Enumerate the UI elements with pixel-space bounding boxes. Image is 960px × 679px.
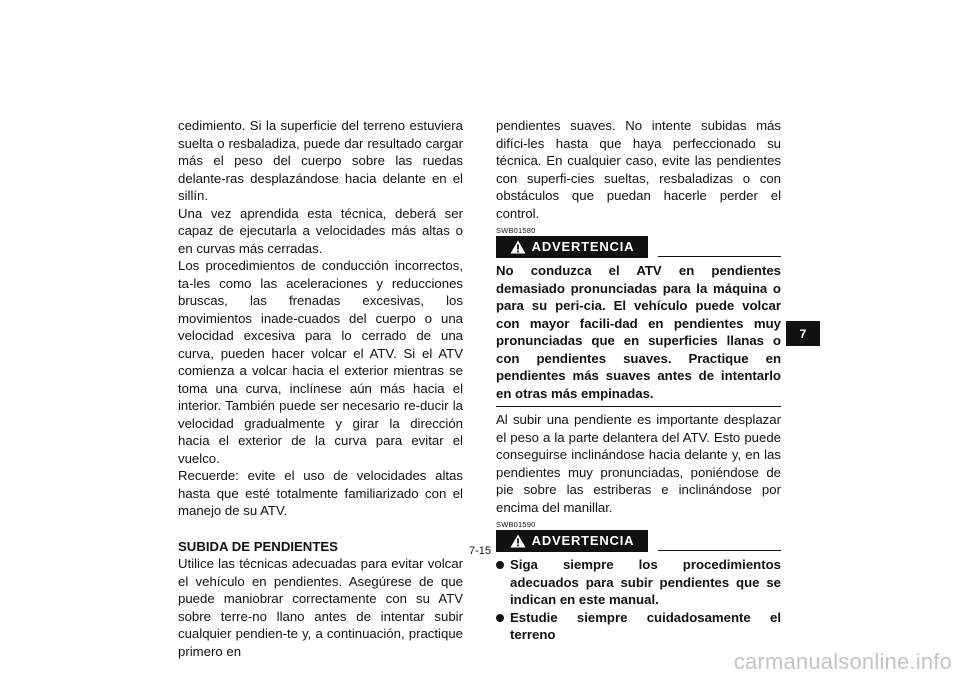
warning-text: No conduzca el ATV en pendientes demasiado pronunciadas para la máquina o para su peri-cia. El vehículo puede volcar con mayor facili-dad en pendientes muy pronunciadas que en superficies llanas o con pendientes suaves. Practique en pendientes más suaves antes de intentarlo en otras más empinadas. (496, 263, 781, 401)
bullet-text: Estudie siempre cuidadosamente el terreno (510, 609, 781, 642)
page-number: 7-15 (468, 545, 492, 557)
list-item (496, 609, 781, 644)
warning-triangle-icon (510, 240, 526, 254)
warning-block (496, 226, 781, 407)
list-item (496, 556, 781, 609)
warning-header (496, 236, 781, 258)
section-heading: SUBIDA DE PENDIENTES (178, 538, 338, 554)
warning-label: ADVERTENCIA (531, 533, 635, 549)
body-paragraph: Una vez aprendida esta técnica, deberá ser capaz de ejecutarla a velocidades más altas o en curvas más cerradas. (178, 205, 463, 256)
warning-block (496, 520, 781, 644)
chapter-tab: 7 (786, 321, 820, 346)
warning-end-rule (496, 406, 781, 407)
watermark: carmanualsonline.info (733, 649, 952, 674)
warning-code: SWB01580 (496, 226, 536, 235)
warning-bullet-list (496, 556, 781, 644)
body-paragraph: Recuerde: evite el uso de velocidades altas hasta que esté totalmente familiarizado con el manejo de su ATV. (178, 468, 463, 518)
warning-label: ADVERTENCIA (531, 239, 635, 255)
warning-rule (658, 256, 781, 257)
warning-code: SWB01590 (496, 520, 536, 529)
body-paragraph: cedimiento. Si la superficie del terreno estuviera suelta o resbaladiza, puede dar resultado cargar más el peso del cuerpo sobre las ruedas delante-ras desplazándose hacia delante en el sillín. (178, 118, 463, 203)
body-paragraph: Utilice las técnicas adecuadas para evitar volcar el vehículo en pendientes. Asegúrese de que puede maniobrar correctamente con su ATV sobre terre-no llano antes de intentar subir cualquier pendien-te y, a continuación, practique primero en (178, 556, 463, 659)
body-paragraph: pendientes suaves. No intente subidas más difíci-les hasta que haya perfeccionado su técnica. En cualquier caso, evite las pendientes con superfi-cies sueltas, resbaladizas o con obstáculos que puedan hacerle perder el control. (496, 118, 781, 221)
bullet-icon (496, 561, 504, 569)
body-paragraph: Al subir una pendiente es importante desplazar el peso a la parte delantera del ATV. Esto puede conseguirse inclinándose hacia delante y, en las pendientes muy pronunciadas, poniéndose de pie sobre las estriberas e inclinándose por encima del manillar. (496, 412, 781, 515)
right-column (496, 117, 781, 644)
bullet-icon (496, 614, 504, 622)
left-column (178, 117, 463, 660)
warning-badge (496, 236, 648, 258)
body-paragraph: Los procedimientos de conducción incorrectos, ta-les como las aceleraciones y reducciones bruscas, las frenadas excesivas, los movimientos inade-cuados del cuerpo o una velocidad excesiva para lo cerrado de una curva, pueden hacer volcar el ATV. Si el ATV comienza a volcar hacia el exterior mientras se toma una curva, inclínese aún más hacia el interior. También puede ser necesario re-ducir la velocidad gradualmente y girar la dirección hacia el exterior de la curva para evitar el vuelco. (178, 258, 463, 466)
bullet-text: Siga siempre los procedimientos adecuados para subir pendientes que se indican en este manual. (510, 557, 781, 607)
